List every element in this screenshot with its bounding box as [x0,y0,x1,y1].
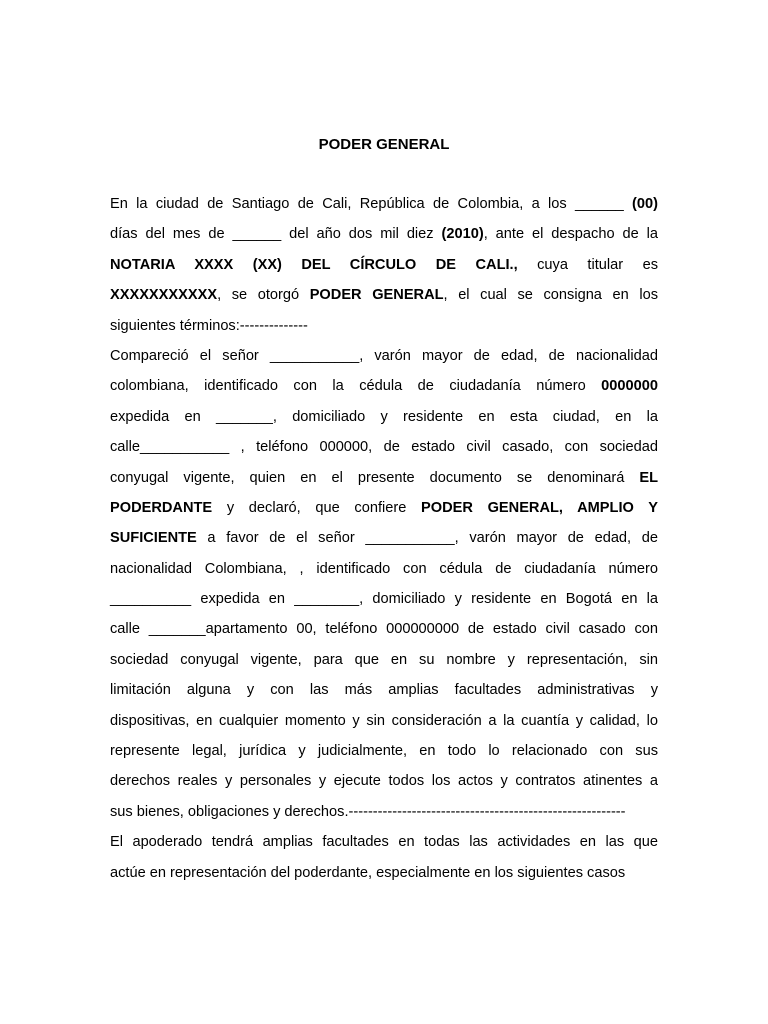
text-line [110,706,658,736]
text-line [110,766,658,796]
text-run: días del mes de ______ del año dos mil diez [110,226,442,243]
text-run: , se otorgó [217,287,310,304]
text-line [110,675,658,705]
text-run: El apoderado tendrá amplias facultades en todas las actividades en las que [110,834,658,851]
text-run: , el cual se consigna en los [443,287,658,304]
text-line [110,493,658,523]
text-line [110,827,658,857]
text-line [110,432,658,462]
text-run: En la ciudad de Santiago de Cali, República de Colombia, a los ______ [110,196,633,212]
bold-text: PODERDANTE [110,499,213,516]
text-run: sus bienes, obligaciones y derechos.--------------------------------------------------------- [110,803,626,820]
text-line [110,402,658,432]
document-title: PODER GENERAL [318,136,450,153]
text-line [110,554,658,584]
text-line [110,250,658,280]
text-line [110,584,658,614]
text-run: derechos reales y personales y ejecute todos los actos y contratos atinentes a [110,773,658,790]
text-run: cuya titular es [517,256,659,273]
text-run: a favor de el señor ___________, varón mayor de edad, de [196,530,658,547]
text-line [110,523,658,553]
text-line [110,463,658,493]
bold-text: (2010) [441,226,484,243]
text-line [110,371,658,401]
bold-text: PODER GENERAL [309,287,444,304]
text-run: expedida en _______, domiciliado y residente en esta ciudad, en la [110,408,658,425]
text-run: dispositivas, en cualquier momento y sin consideración a la cuantía y calidad, lo [110,712,658,729]
text-run: limitación alguna y con las más amplias facultades administrativas y [110,682,658,699]
text-run: y declaró, que confiere [212,499,421,516]
text-run: colombiana, identificado con la cédula de ciudadanía número [110,378,602,395]
text-line [110,280,658,310]
document-body [110,189,658,888]
bold-text: PODER GENERAL, AMPLIO Y [421,499,658,516]
text-line [110,189,658,219]
bold-text: 0000000 [601,378,658,395]
text-run: , ante el despacho de la [483,226,658,243]
text-line [110,858,658,888]
text-run: nacionalidad Colombiana, , identificado con cédula de ciudadanía número [110,560,658,577]
text-line [110,797,658,827]
text-run: calle _______apartamento 00, teléfono 000000000 de estado civil casado con [110,621,658,638]
bold-text: (00) [632,196,658,212]
text-run: actúe en representación del poderdante, especialmente en los siguientes casos [110,864,626,881]
text-run: conyugal vigente, quien en el presente documento se denominará [110,469,640,486]
text-run: siguientes términos:-------------- [110,317,308,334]
text-line [110,219,658,249]
text-run: represente legal, jurídica y judicialmente, en todo lo relacionado con sus [110,743,658,760]
text-run: calle___________ , teléfono 000000, de estado civil casado, con sociedad [110,439,658,456]
text-run: sociedad conyugal vigente, para que en su nombre y representación, sin [110,651,658,668]
text-line [110,645,658,675]
text-run: Compareció el señor ___________, varón mayor de edad, de nacionalidad [110,347,658,364]
bold-text: SUFICIENTE [110,530,197,547]
text-line [110,341,658,371]
bold-text: XXXXXXXXXXX [110,287,218,304]
text-line [110,614,658,644]
text-run: __________ expedida en ________, domiciliado y residente en Bogotá en la [110,591,658,608]
text-line [110,736,658,766]
text-line [110,311,658,341]
bold-text: EL [639,469,658,486]
bold-text: NOTARIA XXXX (XX) DEL CÍRCULO DE CALI., [110,256,518,273]
